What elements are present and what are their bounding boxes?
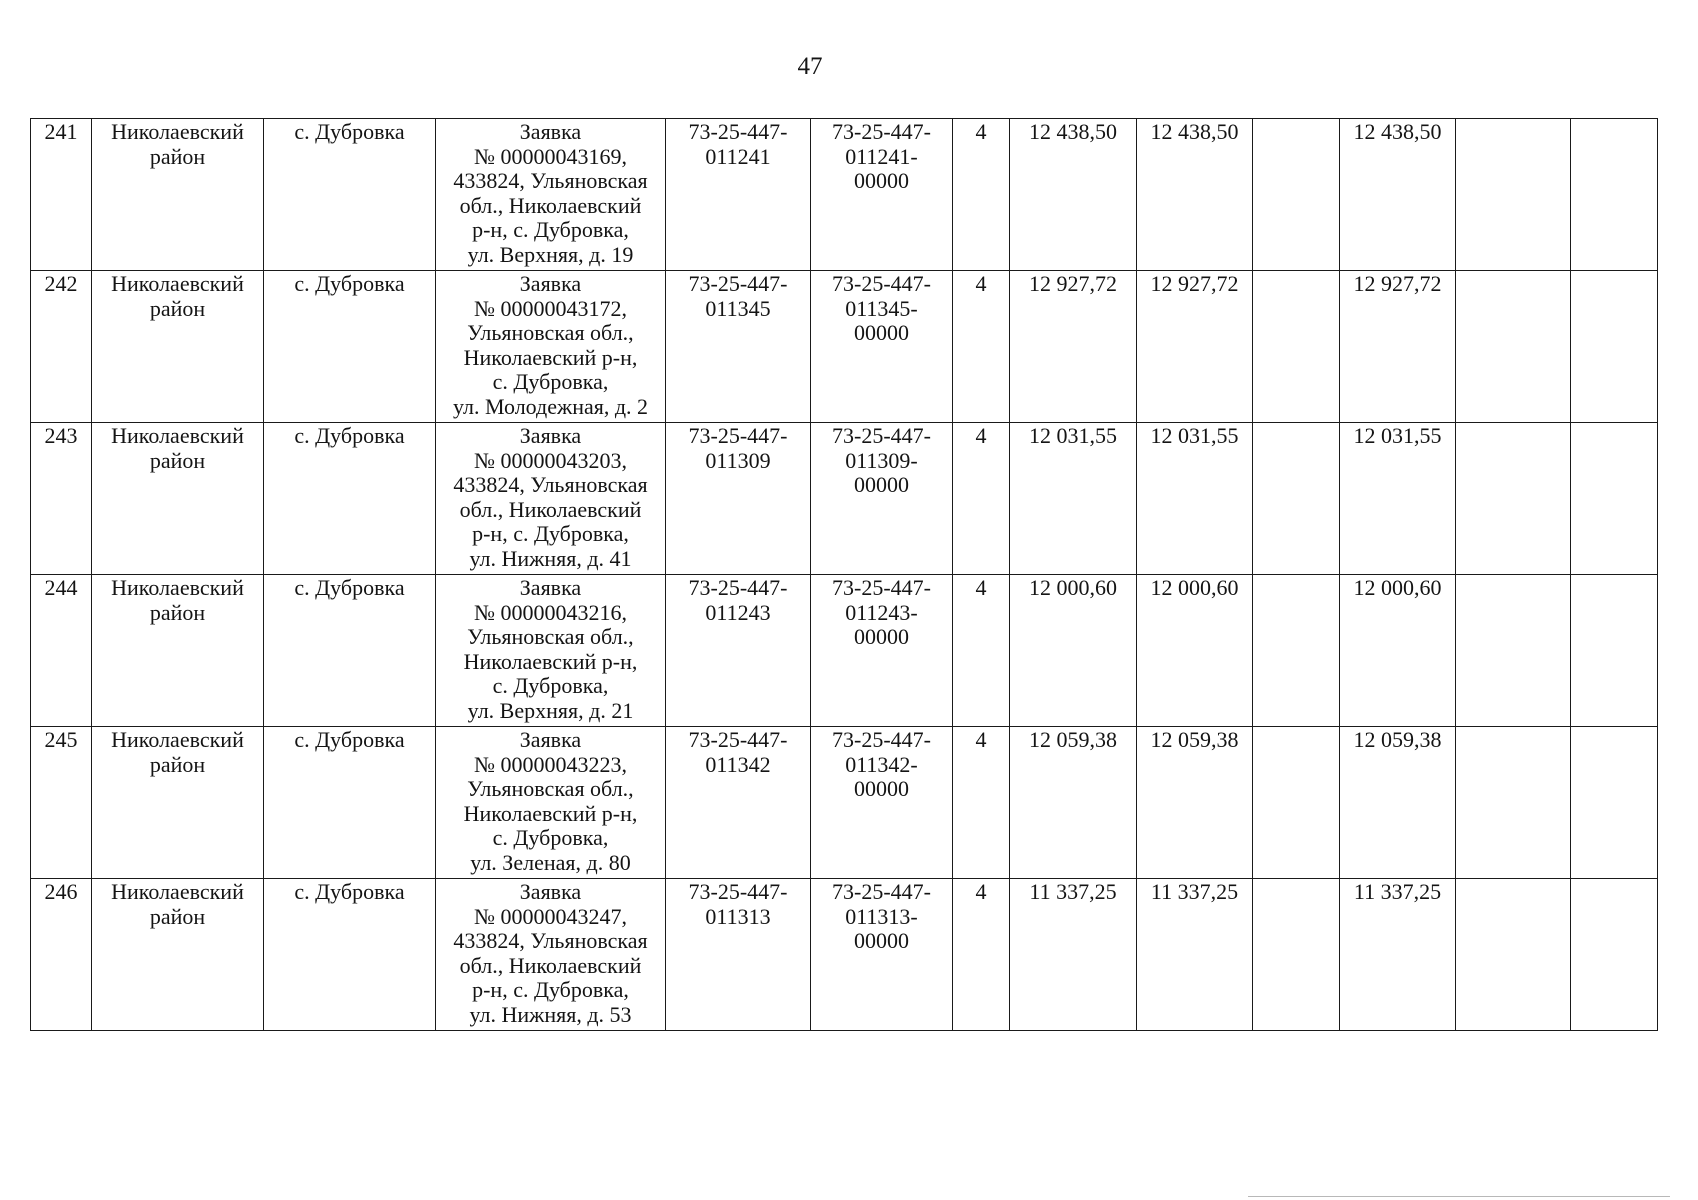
amount-cell: 11 337,25 xyxy=(1010,879,1137,1031)
row-number-cell: 246 xyxy=(31,879,92,1031)
amount-cell: 12 031,55 xyxy=(1137,423,1253,575)
row-number-cell: 241 xyxy=(31,119,92,271)
district-cell: Николаевский район xyxy=(92,727,264,879)
quantity-cell: 4 xyxy=(953,423,1010,575)
table-row xyxy=(31,879,1658,1031)
empty-cell xyxy=(1456,271,1571,423)
district-cell: Николаевский район xyxy=(92,575,264,727)
table-row xyxy=(31,727,1658,879)
amount-cell: 12 031,55 xyxy=(1010,423,1137,575)
district-cell: Николаевский район xyxy=(92,271,264,423)
district-cell: Николаевский район xyxy=(92,423,264,575)
row-number-cell: 245 xyxy=(31,727,92,879)
page-number: 47 xyxy=(797,53,823,80)
application-cell: Заявка № 00000043223, Ульяновская обл., Николаевский р-н, с. Дубровка, ул. Зеленая, д. 80 xyxy=(436,727,666,879)
amount-cell: 12 059,38 xyxy=(1137,727,1253,879)
settlement-cell: с. Дубровка xyxy=(264,271,436,423)
code-cell: 73-25-447- 011313 xyxy=(666,879,811,1031)
settlement-cell: с. Дубровка xyxy=(264,879,436,1031)
empty-cell xyxy=(1253,271,1340,423)
quantity-cell: 4 xyxy=(953,271,1010,423)
empty-cell xyxy=(1253,727,1340,879)
code-full-cell: 73-25-447- 011313- 00000 xyxy=(811,879,953,1031)
table-row xyxy=(31,119,1658,271)
empty-cell xyxy=(1571,727,1658,879)
application-cell: Заявка № 00000043172, Ульяновская обл., Николаевский р-н, с. Дубровка, ул. Молодежная, д. 2 xyxy=(436,271,666,423)
district-cell: Николаевский район xyxy=(92,879,264,1031)
settlement-cell: с. Дубровка xyxy=(264,727,436,879)
amount-cell: 12 000,60 xyxy=(1010,575,1137,727)
quantity-cell: 4 xyxy=(953,575,1010,727)
quantity-cell: 4 xyxy=(953,879,1010,1031)
row-number-cell: 243 xyxy=(31,423,92,575)
table-row xyxy=(31,575,1658,727)
register-table xyxy=(30,118,1658,1031)
quantity-cell: 4 xyxy=(953,727,1010,879)
amount-cell: 12 031,55 xyxy=(1340,423,1456,575)
empty-cell xyxy=(1456,423,1571,575)
code-full-cell: 73-25-447- 011243- 00000 xyxy=(811,575,953,727)
table-row xyxy=(31,271,1658,423)
empty-cell xyxy=(1571,575,1658,727)
row-number-cell: 244 xyxy=(31,575,92,727)
empty-cell xyxy=(1456,575,1571,727)
scan-artifact-line xyxy=(1248,1196,1670,1197)
settlement-cell: с. Дубровка xyxy=(264,119,436,271)
empty-cell xyxy=(1253,119,1340,271)
amount-cell: 12 927,72 xyxy=(1010,271,1137,423)
amount-cell: 12 000,60 xyxy=(1340,575,1456,727)
quantity-cell: 4 xyxy=(953,119,1010,271)
empty-cell xyxy=(1456,727,1571,879)
amount-cell: 12 927,72 xyxy=(1340,271,1456,423)
code-full-cell: 73-25-447- 011241- 00000 xyxy=(811,119,953,271)
code-cell: 73-25-447- 011309 xyxy=(666,423,811,575)
settlement-cell: с. Дубровка xyxy=(264,423,436,575)
empty-cell xyxy=(1571,271,1658,423)
amount-cell: 11 337,25 xyxy=(1137,879,1253,1031)
application-cell: Заявка № 00000043247, 433824, Ульяновская обл., Николаевский р-н, с. Дубровка, ул. Нижняя, д. 53 xyxy=(436,879,666,1031)
code-cell: 73-25-447- 011345 xyxy=(666,271,811,423)
empty-cell xyxy=(1253,879,1340,1031)
empty-cell xyxy=(1253,423,1340,575)
code-cell: 73-25-447- 011342 xyxy=(666,727,811,879)
amount-cell: 12 438,50 xyxy=(1340,119,1456,271)
amount-cell: 11 337,25 xyxy=(1340,879,1456,1031)
code-full-cell: 73-25-447- 011309- 00000 xyxy=(811,423,953,575)
empty-cell xyxy=(1253,575,1340,727)
amount-cell: 12 059,38 xyxy=(1340,727,1456,879)
empty-cell xyxy=(1571,423,1658,575)
application-cell: Заявка № 00000043169, 433824, Ульяновская обл., Николаевский р-н, с. Дубровка, ул. Верхняя, д. 19 xyxy=(436,119,666,271)
settlement-cell: с. Дубровка xyxy=(264,575,436,727)
application-cell: Заявка № 00000043203, 433824, Ульяновская обл., Николаевский р-н, с. Дубровка, ул. Нижняя, д. 41 xyxy=(436,423,666,575)
empty-cell xyxy=(1456,879,1571,1031)
empty-cell xyxy=(1571,879,1658,1031)
district-cell: Николаевский район xyxy=(92,119,264,271)
application-cell: Заявка № 00000043216, Ульяновская обл., Николаевский р-н, с. Дубровка, ул. Верхняя, д. 21 xyxy=(436,575,666,727)
amount-cell: 12 927,72 xyxy=(1137,271,1253,423)
empty-cell xyxy=(1456,119,1571,271)
amount-cell: 12 438,50 xyxy=(1010,119,1137,271)
amount-cell: 12 059,38 xyxy=(1010,727,1137,879)
code-full-cell: 73-25-447- 011342- 00000 xyxy=(811,727,953,879)
code-full-cell: 73-25-447- 011345- 00000 xyxy=(811,271,953,423)
code-cell: 73-25-447- 011241 xyxy=(666,119,811,271)
amount-cell: 12 438,50 xyxy=(1137,119,1253,271)
code-cell: 73-25-447- 011243 xyxy=(666,575,811,727)
empty-cell xyxy=(1571,119,1658,271)
table-row xyxy=(31,423,1658,575)
amount-cell: 12 000,60 xyxy=(1137,575,1253,727)
row-number-cell: 242 xyxy=(31,271,92,423)
